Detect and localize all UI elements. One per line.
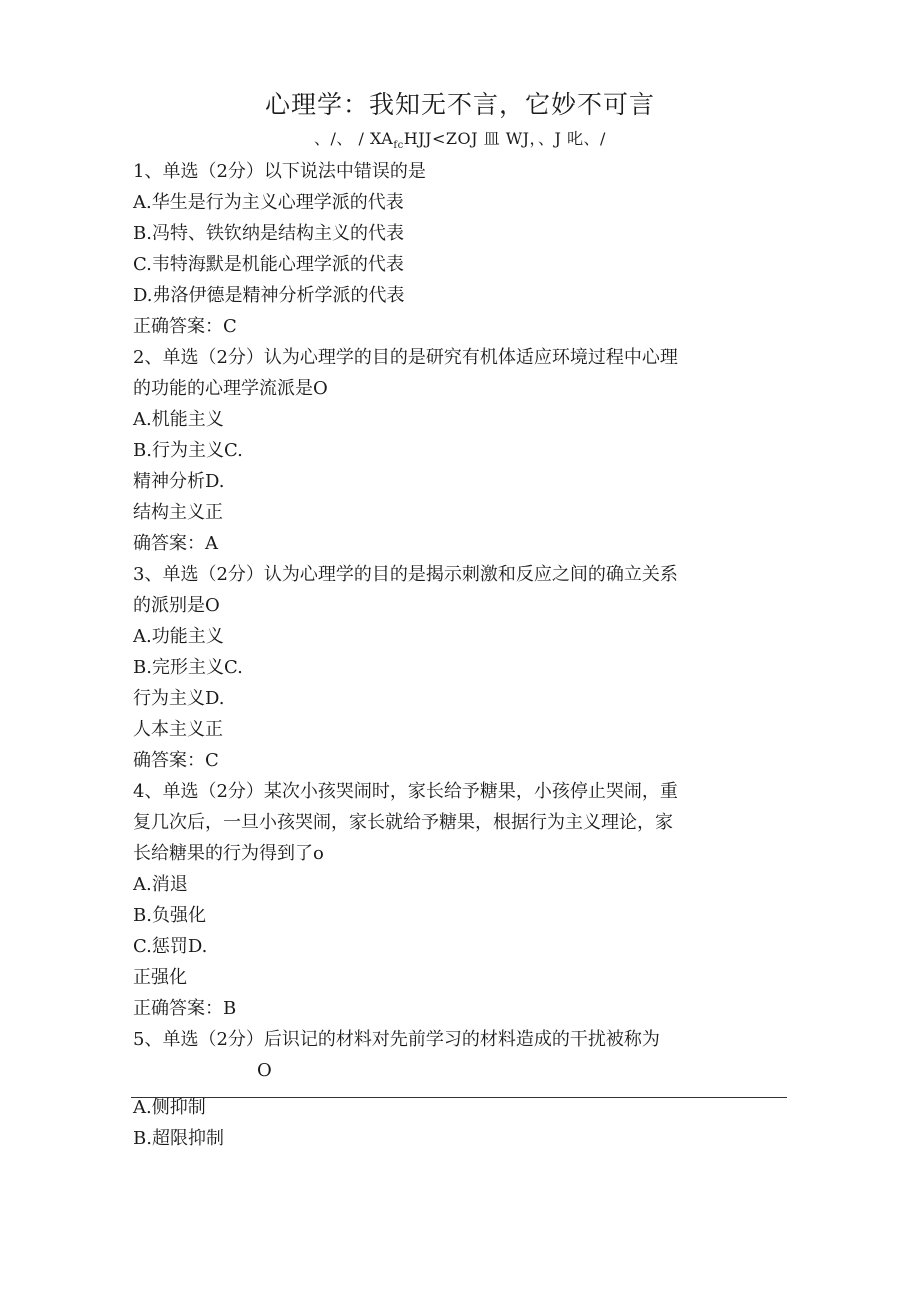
text-line: B.冯特、铁钦纳是结构主义的代表 [133, 223, 404, 244]
garbled-text-after: HJJ<ZOJ 皿 WJ，、J 叱、/ [403, 129, 606, 148]
text-line: 行为主义D. [133, 688, 225, 709]
text-line: B.负强化 [133, 905, 206, 926]
text-line: 2、单选（2分）认为心理学的目的是研究有机体适应环境过程中心理 [133, 347, 678, 368]
text-line: 的派别是O [133, 595, 220, 616]
text-line: 正强化 [133, 967, 187, 988]
text-line: 人本主义正 [133, 719, 223, 740]
text-line: B.超限抑制 [133, 1128, 224, 1149]
text-line: A.华生是行为主义心理学派的代表 [133, 192, 404, 213]
answer-line: 正确答案：C [133, 316, 237, 337]
text-line: 的功能的心理学流派是O [133, 378, 328, 399]
horizontal-rule [131, 1097, 787, 1098]
text-line: D.弗洛伊德是精神分析学派的代表 [133, 285, 405, 306]
text-line: C.惩罚D. [133, 936, 208, 957]
garbled-text-sub: fc [393, 140, 404, 152]
text-line: 长给糖果的行为得到了o [133, 843, 324, 864]
text-line: A.消退 [133, 874, 188, 895]
text-line: A.机能主义 [133, 409, 224, 430]
text-line: 1、单选（2分）以下说法中错误的是 [133, 161, 426, 182]
text-line: 精神分析D. [133, 471, 225, 492]
question-list [133, 156, 793, 1154]
text-line: 3、单选（2分）认为心理学的目的是揭示刺激和反应之间的确立关系 [133, 564, 678, 585]
text-line: 5、单选（2分）后识记的材料对先前学习的材料造成的干扰被称为 [133, 1029, 660, 1050]
blank-placeholder: O [257, 1060, 272, 1081]
answer-line: 确答案：A [133, 533, 218, 554]
answer-line: 正确答案：B [133, 998, 237, 1019]
text-line: A.功能主义 [133, 626, 224, 647]
garbled-subtitle-line [0, 126, 920, 159]
document-title: 心理学：我知无不言，它妙不可言 [264, 90, 655, 119]
text-line: B.完形主义C. [133, 657, 243, 678]
text-line: A.侧抑制 [133, 1097, 206, 1118]
answer-line: 确答案：C [133, 750, 219, 771]
text-line: C.韦特海默是机能心理学派的代表 [133, 254, 404, 275]
text-line: B.行为主义C. [133, 440, 243, 461]
text-line: 复几次后，一旦小孩哭闹，家长就给予糖果，根据行为主义理论，家 [133, 812, 673, 833]
garbled-text-before: 、/、 / XA [314, 129, 394, 148]
text-line: 结构主义正 [133, 502, 223, 523]
text-line: 4、单选（2分）某次小孩哭闹时，家长给予糖果，小孩停止哭闹，重 [133, 781, 678, 802]
